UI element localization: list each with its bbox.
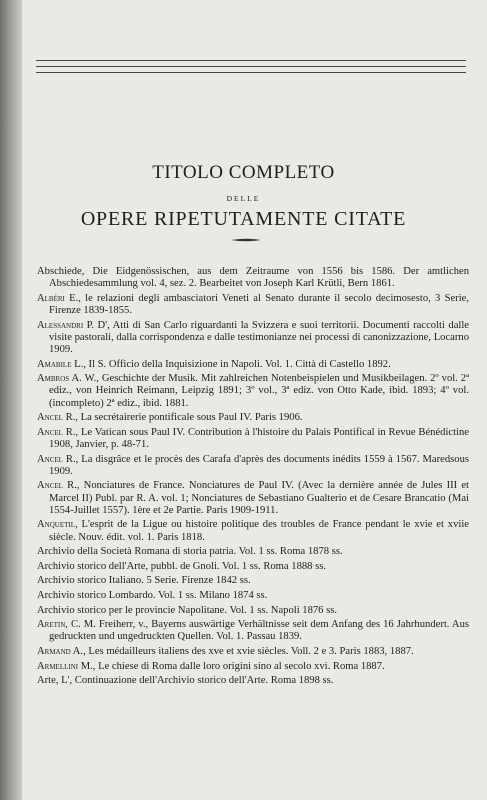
bibliography-entry: Anquetil, L'esprit de la Ligue ou histoire politique des troubles de France pendant le xvie et xviie siècle. Nouv. édit. vol. 1. Paris 1818. [37, 519, 469, 543]
bibliography-entry: Archivio storico Italiano. 5 Serie. Firenze 1842 ss. [37, 575, 251, 587]
title-line-2: DELLE [226, 194, 261, 203]
bibliography-entry: Amabile L., Il S. Officio della Inquisizione in Napoli. Vol. 1. Città di Castello 1892. [37, 358, 391, 370]
header-rule [36, 60, 466, 61]
bibliography-entry: Ancel R., La disgrâce et le procès des Carafa d'après des documents inédits 1559 à 1567. Maredsous 1909. [37, 453, 469, 477]
title-line-3: OPERE RIPETUTAMENTE CITATE [80, 208, 407, 230]
bibliography-entry: Ancel R., Nonciatures de France. Nonciatures de Paul IV. (Avec la dernière année de Jules III et Marcel II) Publ. par R. A. vol. 1; Nonciatures de Sebastiano Gualterio et de Cesare Brancatio (Mai 1554-Juillet 1557). 1ère et 2e Partie. Paris 1909-1911. [37, 480, 469, 516]
bibliography-entry: Ambros A. W., Geschichte der Musik. Mit zahlreichen Notenbeispielen und Musikbeilagen. 2º vol. 2ª ediz., von Heinrich Reimann, Leipzig 1891; 3º vol., 3ª ediz. von Otto Kade, ibid. 1893; 4º vol. (incompleto) 2ª ediz., ibid. 1881. [37, 373, 469, 409]
bibliography-entry: Archivio storico dell'Arte, pubbl. de Gnoli. Vol. 1 ss. Roma 1888 ss. [37, 560, 327, 572]
bibliography-entry: Armellini M., Le chiese di Roma dalle loro origini sino al secolo xvi. Roma 1887. [37, 660, 385, 672]
bibliography-entry: Abschiede, Die Eidgenössischen, aus dem Zeitraume von 1556 bis 1586. Der amtlichen Abschiedesammlung vol. 4, sez. 2. Bearbeitet von Joseph Karl Krütli, Bern 1861. [37, 266, 469, 290]
header-rule [36, 66, 466, 67]
bibliography-list [37, 266, 469, 690]
bibliography-entry: Alessandri P. D', Atti di San Carlo riguardanti la Svizzera e suoi territorii. Documenti raccolti dalle visite pastorali, dalla corrispondenza e dalle testimonianze nei processi di canonizzazione, Locarno 1909. [37, 319, 469, 355]
bibliography-entry: Armand A., Les médailleurs italiens des xve et xvie siècles. Voll. 2 e 3. Paris 1883, 1887. [37, 645, 414, 657]
binding-gutter [0, 0, 22, 800]
title-line-1: TITOLO COMPLETO [152, 162, 335, 183]
bibliography-entry: Archivio storico Lombardo. Vol. 1 ss. Milano 1874 ss. [37, 589, 268, 601]
bibliography-entry: Ancel R., Le Vatican sous Paul IV. Contribution à l'histoire du Palais Pontifical in Revue Bénédictine 1908, Janvier, p. 48-71. [37, 426, 469, 450]
bibliography-entry: Ancel R., La secrétairerie pontificale sous Paul IV. Paris 1906. [37, 412, 303, 424]
bibliography-entry: Archivio della Società Romana di storia patria. Vol. 1 ss. Roma 1878 ss. [37, 546, 343, 558]
bibliography-entry: Albèri E., le relazioni degli ambasciatori Veneti al Senato durante il secolo decimosesto, 3 Serie, Firenze 1839-1855. [37, 292, 469, 316]
bibliography-entry: Arte, L', Continuazione dell'Archivio storico dell'Arte. Roma 1898 ss. [37, 675, 334, 687]
bibliography-entry: Archivio storico per le provincie Napolitane. Vol. 1 ss. Napoli 1876 ss. [37, 604, 338, 616]
header-rule [36, 72, 466, 73]
ornament-dash [230, 238, 262, 242]
bibliography-entry: Aretin, C. M. Freiherr, v., Bayerns auswärtige Verhältnisse seit dem Anfang des 16 Jahrhundert. Aus gedruckten und ungedruckten Quellen. Vol. 1. Passau 1839. [37, 619, 469, 643]
